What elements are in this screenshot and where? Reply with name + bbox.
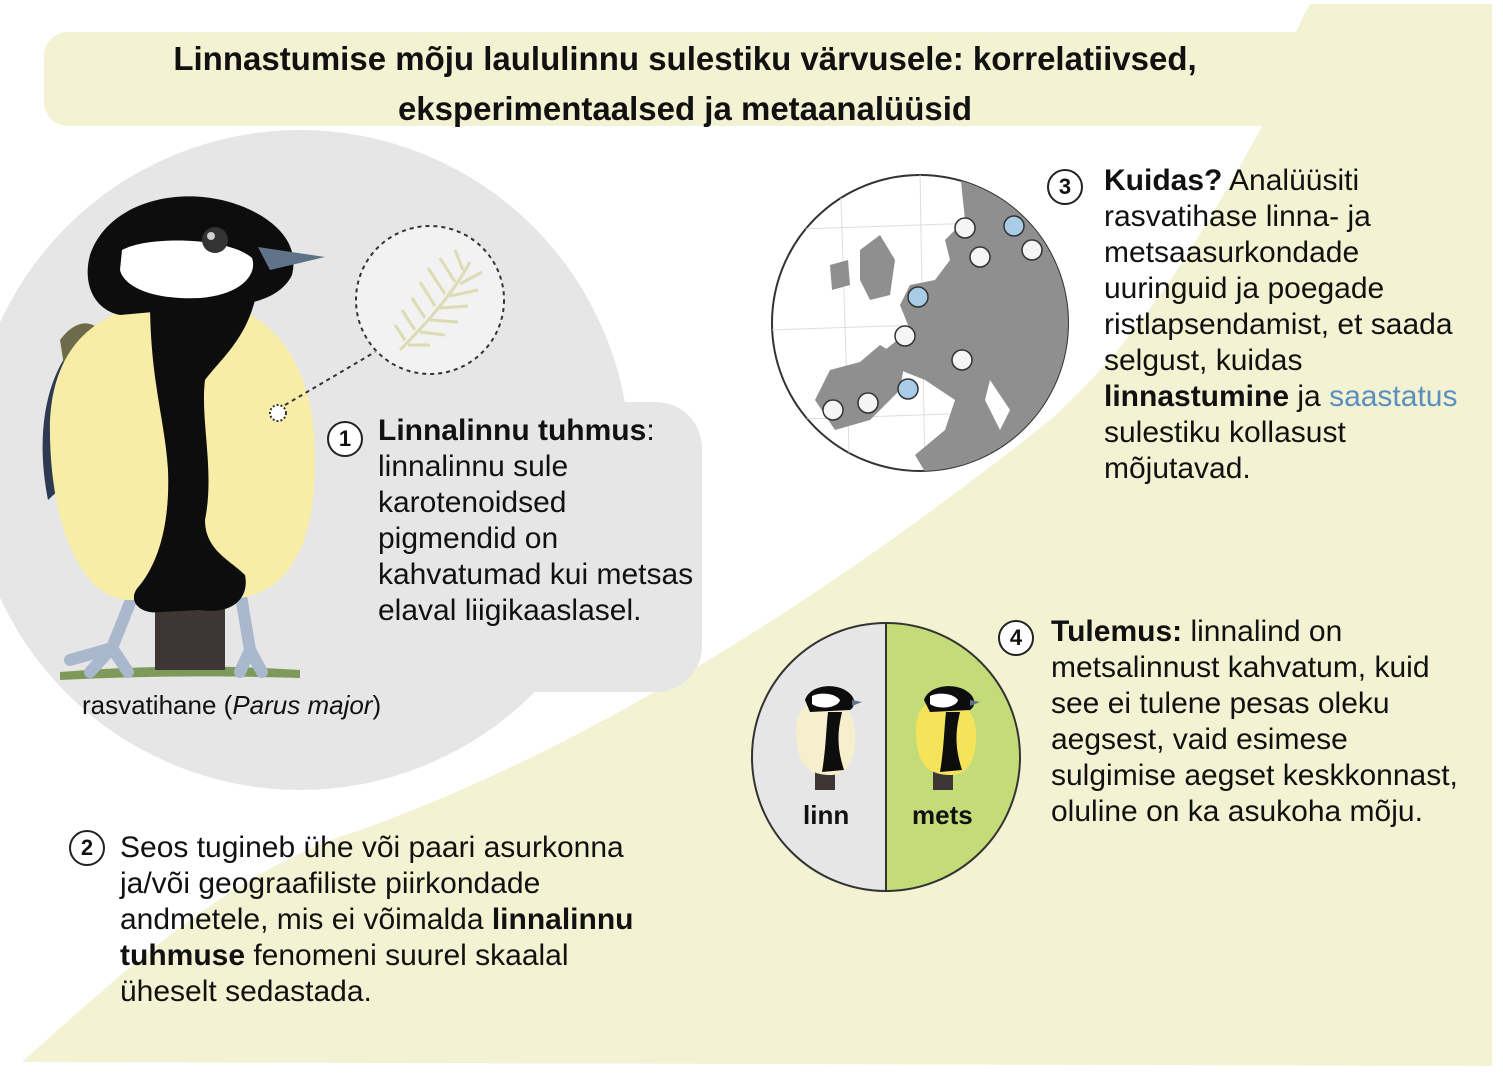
step-number-1: 1 bbox=[327, 421, 363, 457]
section4-body: linnalind on metsalinnust kahvatum, kuid see ei tulene pesas oleku aegsest, vaid esimese sulgimise aegset keskkonnast, oluline on ka asukoha mõju. bbox=[1051, 615, 1458, 828]
map-marker bbox=[858, 393, 878, 413]
section3-text-1: Analüüsiti rasvatihase linna- ja metsaasurkondade uuringuid ja poegade ristlapsendamist, et saada selgust, kuidas bbox=[1104, 164, 1453, 377]
section1-colon: : bbox=[646, 414, 655, 447]
section3-highlight: saastatus bbox=[1329, 380, 1458, 413]
species-caption bbox=[82, 690, 381, 721]
section2-text bbox=[120, 830, 640, 1010]
section3-text-3: sulestiku kollasust mõjutavad. bbox=[1104, 416, 1346, 485]
section1-body: linnalinnu sule karotenoidsed pigmendid on kahvatumad kui metsas elaval liigikaaslasel. bbox=[378, 450, 694, 627]
map-marker bbox=[970, 247, 990, 267]
map-marker bbox=[823, 400, 843, 420]
section1-text bbox=[378, 413, 698, 629]
bird-cheek bbox=[120, 241, 253, 299]
step-number-4: 4 bbox=[998, 620, 1034, 656]
section1-heading: Linnalinnu tuhmus bbox=[378, 414, 647, 447]
caption-prefix: rasvatihane ( bbox=[82, 690, 233, 720]
section4-text bbox=[1051, 614, 1481, 830]
caption-suffix: ) bbox=[372, 690, 382, 720]
section3-heading: Kuidas? bbox=[1104, 164, 1223, 197]
section3-text-2: ja bbox=[1289, 380, 1330, 413]
bird-eye bbox=[202, 227, 228, 253]
map-marker bbox=[1022, 240, 1042, 260]
section4-heading: Tulemus: bbox=[1051, 615, 1183, 648]
map-marker bbox=[1004, 216, 1024, 236]
forest-label: mets bbox=[912, 800, 973, 830]
step-number-3: 3 bbox=[1047, 169, 1083, 205]
section3-bold: linnastumine bbox=[1104, 380, 1290, 413]
section2-bold: linnalinnu tuhmuse bbox=[120, 903, 634, 972]
title-line-2: eksperimentaalsed ja metaanalüüsid bbox=[397, 90, 973, 127]
city-label: linn bbox=[803, 800, 850, 830]
section3-text bbox=[1104, 163, 1464, 487]
species-name: Parus major bbox=[232, 690, 373, 720]
map-marker bbox=[952, 350, 972, 370]
title-line-1: Linnastumise mõju laululinnu sulestiku värvusele: korrelatiivsed, bbox=[173, 40, 1197, 77]
feather-origin-marker bbox=[270, 405, 286, 421]
map-marker bbox=[955, 218, 975, 238]
section2-text-after: fenomeni suurel skaalal üheselt sedastada. bbox=[120, 939, 569, 1008]
page-title bbox=[60, 34, 1310, 134]
map-marker bbox=[898, 379, 918, 399]
map-marker bbox=[895, 326, 915, 346]
section2-text-before: Seos tugineb ühe või paari asurkonna ja/või geograafiliste piirkondade andmetele, mis ei võimalda bbox=[120, 831, 624, 936]
step-number-2: 2 bbox=[69, 830, 105, 866]
map-marker bbox=[908, 287, 928, 307]
